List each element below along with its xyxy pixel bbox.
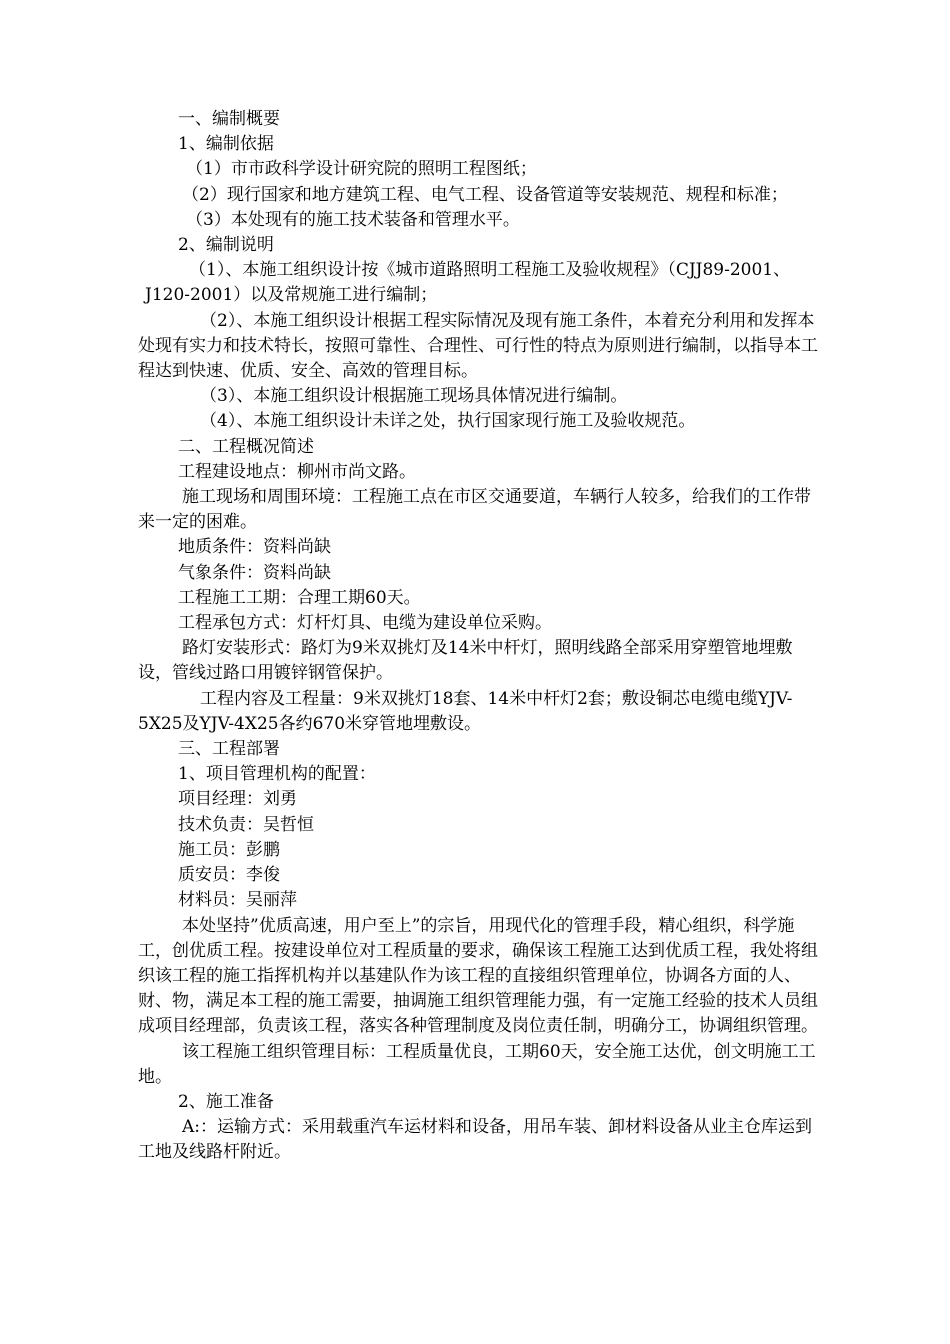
staff-project-manager: 项目经理：刘勇: [178, 789, 297, 810]
project-contract: 工程承包方式：灯杆灯具、电缆为建设单位采购。: [178, 613, 552, 634]
section-heading-overview: 一、编制概要: [178, 109, 280, 129]
policy-paragraph: 本处坚持”优质高速，用户至上”的宗旨，用现代化的管理手段，精心组织，科学施工，创优质工程。按建设单位对工程质量的要求，确保该工程施工达到优质工程，我处将组织该工程的施工指挥机构并以基建队作为该工程的直接组织管理单位，协调各方面的人、财、物，满足本工程的施工需要，抽调施工组织管理能力强，有一定施工经验的技术人员组成项目经理部，负责该工程，落实各种管理制度及岗位责任制，明确分工，协调组织管理。: [138, 915, 818, 1037]
staff-construction: 施工员：彭鹏: [178, 839, 280, 860]
explanation-item-1: （1）、本施工组织设计按《城市道路照明工程施工及验收规程》（CJJ89-2001、J120-2001）以及常规施工进行编制；: [145, 260, 791, 306]
project-environment: 施工现场和周围环境：工程施工点在市区交通要道，车辆行人较多，给我们的工作带来一定的困难。: [138, 487, 811, 533]
management-goal: 该工程施工组织管理目标：工程质量优良，工期60天，安全施工达优，创文明施工工地。: [138, 1041, 816, 1087]
project-geology: 地质条件：资料尚缺: [178, 537, 331, 558]
transport-method: A:：运输方式：采用载重汽车运材料和设备，用吊车装、卸材料设备从业主仓库运到工地及线路杆附近。: [138, 1117, 813, 1163]
section-heading-project: 二、工程概况简述: [178, 436, 314, 457]
project-location: 工程建设地点：柳州市尚文路。: [178, 461, 416, 482]
basis-item-3: （3）本处现有的施工技术装备和管理水平。: [186, 209, 520, 230]
subheading-preparation: 2、施工准备: [178, 1091, 274, 1112]
staff-materials: 材料员：吴丽萍: [178, 890, 297, 911]
project-installation: 路灯安装形式：路灯为9米双挑灯及14米中杆灯，照明线路全部采用穿塑管地埋敷设，管线过路口用镀锌钢管保护。: [138, 638, 793, 684]
document-body: [138, 107, 818, 1166]
basis-item-1: （1）市市政科学设计研究院的照明工程图纸；: [186, 159, 537, 180]
project-duration: 工程施工工期：合理工期60天。: [178, 587, 421, 608]
section-heading-deployment: 三、工程部署: [178, 739, 280, 760]
explanation-item-4: （4）、本施工组织设计未详之处，执行国家现行施工及验收规范。: [200, 411, 696, 432]
staff-technical-lead: 技术负责：吴哲恒: [178, 814, 314, 835]
project-weather: 气象条件：资料尚缺: [178, 562, 331, 583]
explanation-item-3: （3）、本施工组织设计根据施工现场具体情况进行编制。: [200, 386, 628, 407]
basis-item-2: （2）现行国家和地方建筑工程、电气工程、设备管道等安装规范、规程和标准；: [182, 184, 788, 205]
staff-quality-safety: 质安员：李俊: [178, 865, 280, 886]
subheading-basis: 1、编制依据: [178, 134, 274, 155]
explanation-item-2: （2）、本施工组织设计根据工程实际情况及现有施工条件，本着充分利用和发挥本处现有实力和技术特长，按照可靠性、合理性、可行性的特点为原则进行编制，以指导本工程达到快速、优质、安全、高效的管理目标。: [138, 310, 818, 382]
subheading-organization: 1、项目管理机构的配置：: [178, 764, 376, 785]
project-scope: 工程内容及工程量：9米双挑灯18套、14米中杆灯2套；敷设铜芯电缆电缆YJV-5X25及YJV-4X25各约670米穿管地埋敷设。: [138, 688, 793, 734]
subheading-explanation: 2、编制说明: [178, 235, 274, 256]
